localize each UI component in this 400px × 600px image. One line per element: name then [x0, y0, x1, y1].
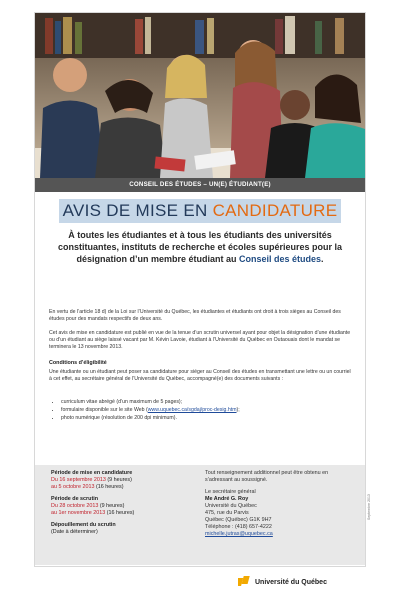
- notice-page: [34, 12, 366, 567]
- conditions-text: Une étudiante ou un étudiant peut poser sa candidature pour siéger au Conseil des études en transmettant une lettre ou un courriel à cet effet, au secrétaire général de l’Université du Québec, accompagné(e) des documents suivants :: [49, 369, 351, 382]
- uq-logo-text: Université du Québec: [255, 578, 327, 586]
- contact-column: [205, 470, 355, 538]
- students-photo: [35, 13, 365, 178]
- depouillement-label: Dépouillement du scrutin: [51, 522, 116, 528]
- list-item: • curriculum vitae abrégé (d’un maximum de 5 pages);: [61, 398, 351, 406]
- contact-city: Québec (Québec) G1K 9H7: [205, 517, 272, 523]
- conditions-heading: Conditions d’éligibilité: [49, 360, 107, 366]
- contact-intro: Tout renseignement additionnel peut être obtenu en s’adressant au soussigné.: [205, 470, 329, 483]
- scrutin-label: Période de scrutin: [51, 496, 99, 502]
- contact-name: Me André G. Roy: [205, 496, 249, 502]
- uq-logo: [238, 575, 327, 589]
- contact-role: Le secrétaire général: [205, 489, 256, 495]
- contact-email-link[interactable]: michelle.jutras@uquebec.ca: [205, 531, 273, 537]
- periods-column: Période de mise en candidature Du 16 septembre 2013 (9 heures) au 5 octobre 2013 (16 heures) Période de scrutin Du 28 octobre 2013 (9 heures) au 1er novembre 2013 (16 heures) Dépouillement du scrutin (Date à déterminer): [51, 470, 211, 536]
- title-part2: CANDIDATURE: [212, 201, 338, 220]
- council-banner: CONSEIL DES ÉTUDES – UN(E) ÉTUDIANT(E): [35, 178, 365, 192]
- list-item: • photo numérique (résolution de 200 dpi minimum).: [61, 414, 351, 422]
- candidature-label: Période de mise en candidature: [51, 470, 133, 476]
- side-code: Septembre 2013: [367, 494, 371, 520]
- documents-list: [51, 398, 351, 422]
- contact-org: Université du Québec: [205, 503, 257, 509]
- title-part1: AVIS DE MISE EN: [62, 201, 213, 220]
- notice-title: [35, 199, 365, 223]
- list-item: • formulaire disponible sur le site Web (www.uquebec.ca/sgdaj/proc-desig.htm);: [61, 406, 351, 414]
- form-link[interactable]: www.uquebec.ca/sgdaj/proc-desig.htm: [147, 407, 237, 413]
- contact-phone: Téléphone : (418) 657-4222: [205, 524, 272, 530]
- uq-logo-icon: [238, 575, 252, 589]
- depouillement-note: (Date à déterminer): [51, 529, 98, 535]
- paragraph-purpose: Cet avis de mise en candidature est publié en vue de la tenue d’un scrutin universel ayant pour objet la désignation d’une étudiante ou d’un étudiant au siège laissé vacant par M. Kévin Lavoie, étudiant à l’Université du Québec en Outaouais dont le mandat se terminera le 13 novembre 2013.: [49, 330, 351, 350]
- lead-highlight: Conseil des études: [238, 254, 322, 264]
- contact-street: 475, rue du Parvis: [205, 510, 249, 516]
- lead-paragraph: À toutes les étudiantes et à tous les étudiants des universités constituantes, instituts de recherche et écoles supérieures pour la désignation d’un membre étudiant au Conseil des études.: [57, 230, 343, 264]
- paragraph-article: En vertu de l’article 18 d) de la Loi sur l’Université du Québec, les étudiantes et étudiants ont droit à trois sièges au Conseil des études pour des mandats respectifs de deux ans.: [49, 309, 341, 322]
